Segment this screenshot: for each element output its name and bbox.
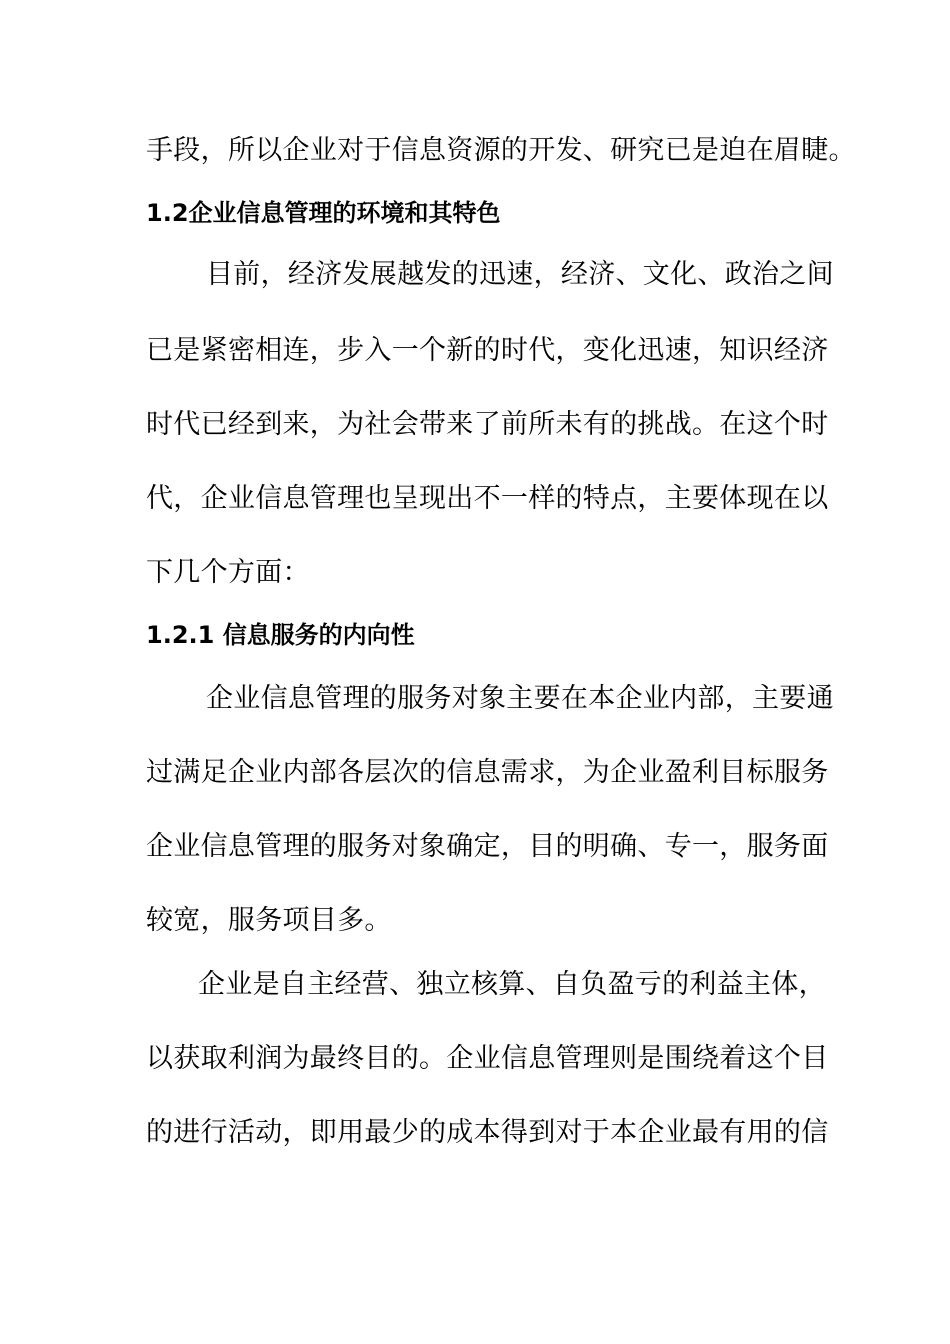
- paragraph-line: 手段，所以企业对于信息资源的开发、研究已是迫在眉睫。: [146, 135, 856, 166]
- paragraph-line: 企业信息管理的服务对象确定，目的明确、专一，服务面: [146, 831, 829, 862]
- paragraph-line: 已是紧密相连，步入一个新的时代，变化迅速，知识经济: [146, 335, 829, 366]
- paragraph-line: 较宽，服务项目多。: [146, 905, 392, 936]
- paragraph-line: 代，企业信息管理也呈现出不一样的特点，主要体现在以: [146, 483, 829, 514]
- paragraph-line: 企业信息管理的服务对象主要在本企业内部，主要通: [206, 683, 834, 714]
- paragraph-line: 过满足企业内部各层次的信息需求，为企业盈利目标服务: [146, 757, 829, 788]
- paragraph-line: 企业是自主经营、独立核算、自负盈亏的利益主体，: [198, 969, 826, 1000]
- paragraph-line: 以获取利润为最终目的。企业信息管理则是围绕着这个目: [146, 1043, 829, 1074]
- paragraph-line: 的进行活动，即用最少的成本得到对于本企业最有用的信: [146, 1117, 829, 1148]
- section-heading: 1.2企业信息管理的环境和其特色: [146, 199, 501, 227]
- paragraph-line: 下几个方面：: [146, 557, 310, 588]
- subsection-heading: 1.2.1 信息服务的内向性: [146, 621, 415, 649]
- paragraph-line: 时代已经到来，为社会带来了前所未有的挑战。在这个时: [146, 409, 829, 440]
- paragraph-line: 目前，经济发展越发的迅速，经济、文化、政治之间: [206, 259, 834, 290]
